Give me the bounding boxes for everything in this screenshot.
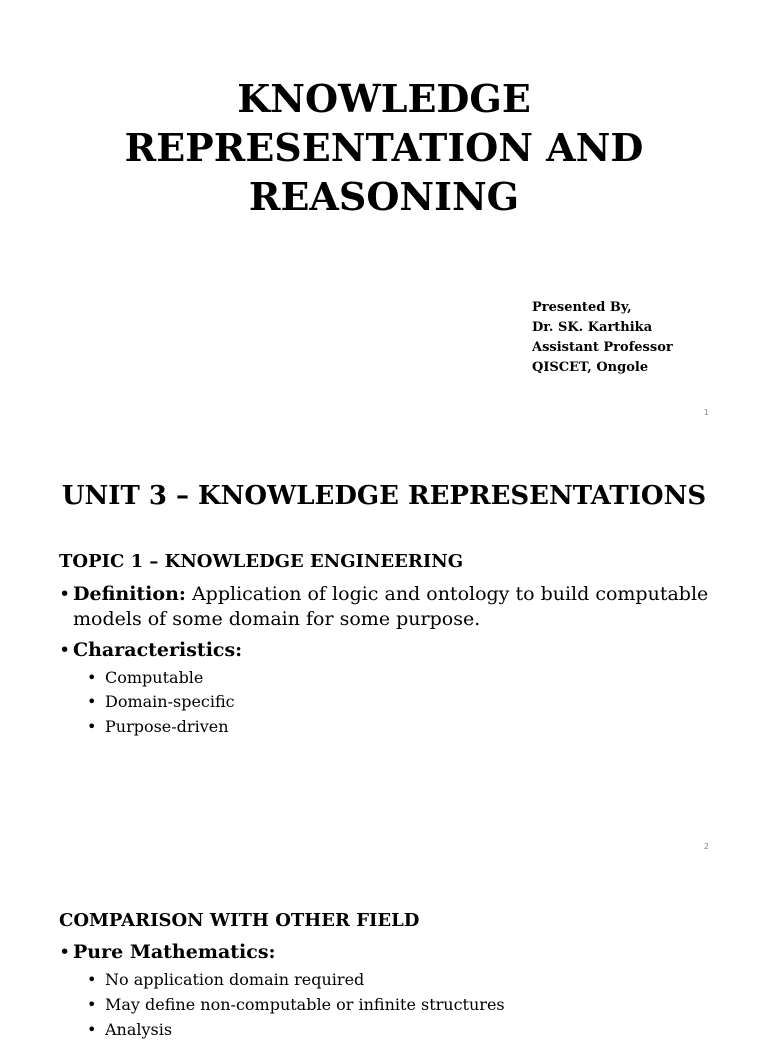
bullet-marker: • [87,995,97,1014]
bullet-marker: • [87,970,97,989]
title-line-2: REPRESENTATION AND [124,125,644,170]
comparison-heading: COMPARISON WITH OTHER FIELD [59,910,420,931]
partial-item: Analysis [105,1020,173,1039]
slide-number: 2 [703,842,709,851]
slide-3 [0,868,768,1039]
list-item [87,993,505,1017]
pure-math-bullet [59,940,709,965]
bullet-marker: • [59,941,71,963]
characteristic-item: Domain-specific [105,692,235,711]
pure-math-item: No application domain required [105,970,365,989]
bullet-marker: • [87,692,97,711]
bullet-marker: • [87,717,97,736]
slide-1 [0,0,768,432]
topic-heading: TOPIC 1 – KNOWLEDGE ENGINEERING [59,551,464,572]
bullet-marker: • [87,1020,97,1039]
characteristic-item: Computable [105,668,204,687]
characteristics-text-block [73,638,709,663]
characteristics-bullet [59,638,709,663]
presenter-name: Dr. SK. Karthika [532,320,653,335]
list-item [87,715,229,739]
slide-2 [0,434,768,866]
definition-text-block [73,582,709,632]
bullet-marker: • [59,639,71,661]
title-line-1: KNOWLEDGE [237,76,531,121]
pure-math-text-block [73,940,709,965]
presenter-info [532,298,673,378]
title-line-3: REASONING [248,174,520,219]
slide-number: 1 [703,408,709,417]
definition-text: Application of logic and ontology to build computable models of some domain for some purpose. [73,583,709,630]
list-item [87,968,364,992]
list-item [87,690,235,714]
bullet-marker: • [59,583,71,605]
presenter-role: Assistant Professor [532,340,673,355]
characteristics-label: Characteristics: [73,639,243,661]
definition-bullet [59,582,709,632]
bullet-marker: • [87,668,97,687]
list-item [87,1018,172,1042]
characteristic-item: Purpose-driven [105,717,229,736]
definition-label: Definition: [73,583,186,605]
unit-title: UNIT 3 – KNOWLEDGE REPRESENTATIONS [61,481,707,511]
pure-math-label: Pure Mathematics: [73,941,276,963]
presenter-institution: QISCET, Ongole [532,360,649,375]
presenter-line-1: Presented By, [532,300,632,315]
list-item [87,666,203,690]
pure-math-item: May define non-computable or infinite structures [105,995,505,1014]
presentation-title [0,74,768,221]
